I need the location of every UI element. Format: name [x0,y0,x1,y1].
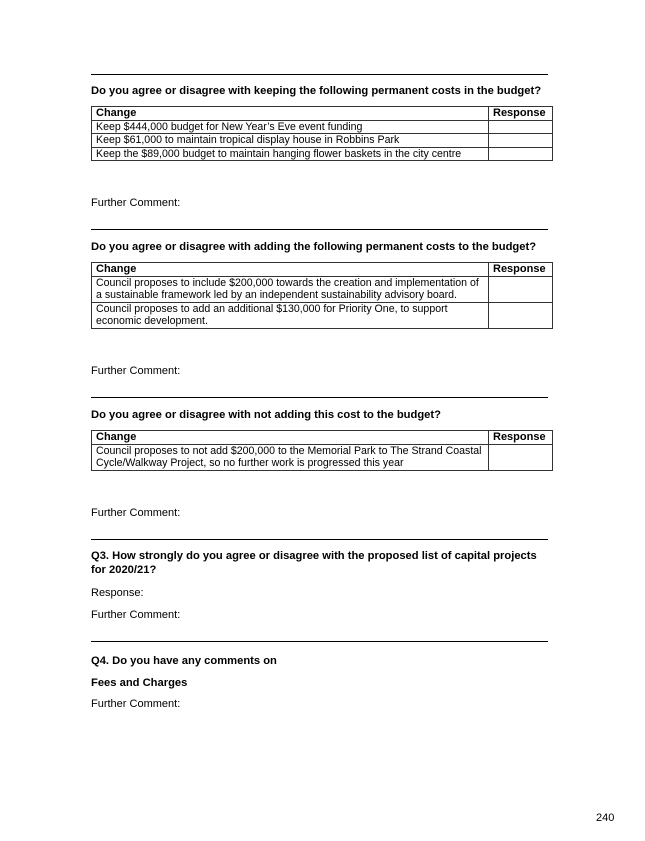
table-row [92,276,553,302]
response-cell[interactable] [489,444,553,470]
table-header-row [92,263,553,277]
divider-rule [91,74,548,75]
q4-question: Q4. Do you have any comments on [91,655,277,667]
response-header: Response [489,263,553,277]
table-row [92,134,553,148]
response-cell[interactable] [489,120,553,134]
change-cell: Keep the $89,000 budget to maintain hanging flower baskets in the city centre [92,147,489,161]
divider-rule [91,641,548,642]
change-header: Change [92,263,489,277]
divider-rule [91,229,548,230]
table-row [92,302,553,328]
table-row [92,444,553,470]
divider-rule [91,539,548,540]
change-cell: Keep $444,000 budget for New Year’s Eve event funding [92,120,489,134]
response-header: Response [489,431,553,445]
response-label: Response: [91,587,144,599]
further-comment-label: Further Comment: [91,365,181,377]
change-cell: Council proposes to not add $200,000 to the Memorial Park to The Strand Coastal Cycle/Walkway Project, so no further work is progressed this year [92,444,489,470]
q3-question: Q3. How strongly do you agree or disagree with the proposed list of capital projects for 2020/21? [91,550,537,576]
response-cell[interactable] [489,276,553,302]
response-cell[interactable] [489,134,553,148]
response-cell[interactable] [489,147,553,161]
change-cell: Council proposes to include $200,000 towards the creation and implementation of a sustainable framework led by an independent sustainability advisory board. [92,276,489,302]
section3-question: Do you agree or disagree with not adding this cost to the budget? [91,409,441,421]
section2-question: Do you agree or disagree with adding the following permanent costs to the budget? [91,241,537,253]
change-header: Change [92,107,489,121]
table-header-row [92,107,553,121]
table-header-row [92,431,553,445]
change-header: Change [92,431,489,445]
further-comment-label: Further Comment: [91,197,181,209]
response-cell[interactable] [489,302,553,328]
further-comment-label: Further Comment: [91,507,181,519]
table-row [92,147,553,161]
response-header: Response [489,107,553,121]
page-number: 240 [596,812,615,824]
change-cell: Council proposes to add an additional $130,000 for Priority One, to support economic development. [92,302,489,328]
section2-table [91,262,553,329]
further-comment-label: Further Comment: [91,609,181,621]
section1-table [91,106,553,161]
section3-table [91,430,553,471]
change-cell: Keep $61,000 to maintain tropical display house in Robbins Park [92,134,489,148]
q4-subheading: Fees and Charges [91,677,188,689]
section1-question: Do you agree or disagree with keeping the following permanent costs in the budget? [91,85,542,97]
divider-rule [91,397,548,398]
table-row [92,120,553,134]
further-comment-label: Further Comment: [91,698,181,710]
